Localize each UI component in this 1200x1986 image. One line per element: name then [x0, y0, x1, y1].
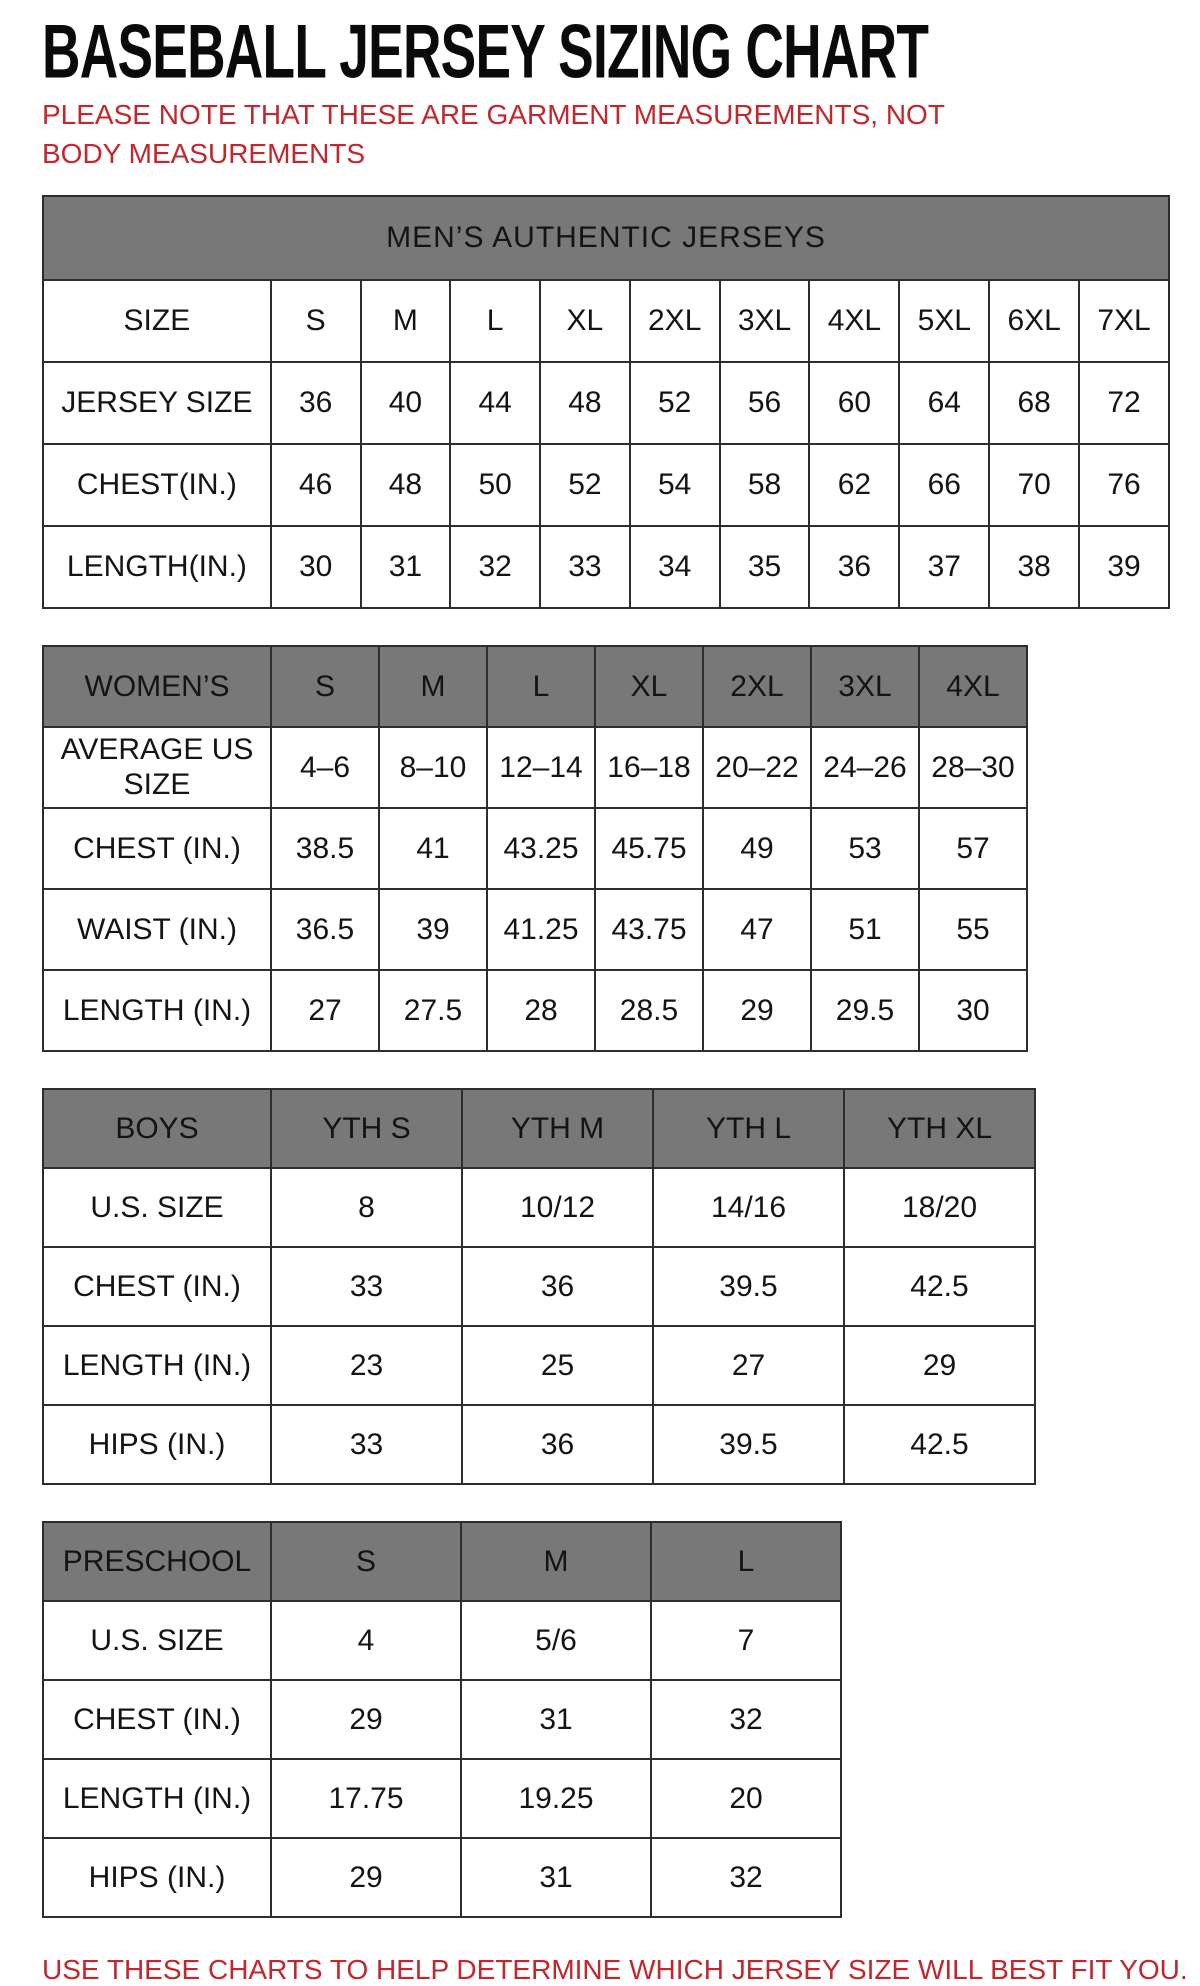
- value-cell: 28–30: [919, 727, 1027, 808]
- row-label-cell: U.S. SIZE: [43, 1601, 271, 1680]
- table-row: [43, 970, 1027, 1051]
- value-cell: 70: [989, 444, 1079, 526]
- row-label-cell: JERSEY SIZE: [43, 362, 271, 444]
- row-label-cell: CHEST (IN.): [43, 1680, 271, 1759]
- value-cell: 4XL: [809, 280, 899, 362]
- value-cell: 35: [720, 526, 810, 608]
- table-title-cell: WOMEN’S: [43, 646, 271, 727]
- value-cell: 29.5: [811, 970, 919, 1051]
- value-cell: 54: [630, 444, 720, 526]
- value-cell: 8–10: [379, 727, 487, 808]
- row-label-cell: U.S. SIZE: [43, 1168, 271, 1247]
- value-cell: 36: [271, 362, 361, 444]
- size-header-row: [43, 646, 1027, 727]
- size-header-cell: 4XL: [919, 646, 1027, 727]
- value-cell: 3XL: [720, 280, 810, 362]
- size-header-cell: L: [651, 1522, 841, 1601]
- row-label-cell: SIZE: [43, 280, 271, 362]
- table-banner: MEN’S AUTHENTIC JERSEYS: [43, 196, 1169, 280]
- value-cell: 6XL: [989, 280, 1079, 362]
- size-header-row: [43, 1089, 1035, 1168]
- value-cell: 31: [361, 526, 451, 608]
- value-cell: 36.5: [271, 889, 379, 970]
- value-cell: 39.5: [653, 1405, 844, 1484]
- value-cell: 62: [809, 444, 899, 526]
- table-row: [43, 808, 1027, 889]
- value-cell: 5/6: [461, 1601, 651, 1680]
- value-cell: 43.25: [487, 808, 595, 889]
- value-cell: 14/16: [653, 1168, 844, 1247]
- value-cell: 20: [651, 1759, 841, 1838]
- value-cell: 24–26: [811, 727, 919, 808]
- value-cell: 68: [989, 362, 1079, 444]
- value-cell: 18/20: [844, 1168, 1035, 1247]
- page-title: BASEBALL JERSEY SIZING CHART: [42, 9, 929, 95]
- value-cell: 4–6: [271, 727, 379, 808]
- row-label-cell: HIPS (IN.): [43, 1838, 271, 1917]
- size-header-cell: YTH L: [653, 1089, 844, 1168]
- value-cell: 39: [1079, 526, 1169, 608]
- value-cell: 33: [271, 1247, 462, 1326]
- value-cell: XL: [540, 280, 630, 362]
- table-row: [43, 1759, 841, 1838]
- size-header-cell: YTH M: [462, 1089, 653, 1168]
- value-cell: 58: [720, 444, 810, 526]
- value-cell: 72: [1079, 362, 1169, 444]
- table-row: [43, 727, 1027, 808]
- value-cell: 36: [809, 526, 899, 608]
- row-label-cell: CHEST (IN.): [43, 1247, 271, 1326]
- value-cell: 29: [844, 1326, 1035, 1405]
- table-row: [43, 444, 1169, 526]
- size-header-cell: XL: [595, 646, 703, 727]
- banner-row: [43, 196, 1169, 280]
- preschool-jerseys-table: [42, 1521, 842, 1918]
- row-label-cell: CHEST (IN.): [43, 808, 271, 889]
- value-cell: 39.5: [653, 1247, 844, 1326]
- value-cell: 27.5: [379, 970, 487, 1051]
- value-cell: 48: [361, 444, 451, 526]
- size-header-cell: YTH S: [271, 1089, 462, 1168]
- table-row: [43, 280, 1169, 362]
- value-cell: 8: [271, 1168, 462, 1247]
- value-cell: 49: [703, 808, 811, 889]
- table-row: [43, 1405, 1035, 1484]
- table-row: [43, 1247, 1035, 1326]
- value-cell: 2XL: [630, 280, 720, 362]
- row-label-cell: LENGTH (IN.): [43, 1326, 271, 1405]
- row-label-cell: WAIST (IN.): [43, 889, 271, 970]
- value-cell: 16–18: [595, 727, 703, 808]
- value-cell: 23: [271, 1326, 462, 1405]
- value-cell: L: [450, 280, 540, 362]
- value-cell: 38: [989, 526, 1079, 608]
- value-cell: 34: [630, 526, 720, 608]
- value-cell: 52: [540, 444, 630, 526]
- size-header-cell: M: [379, 646, 487, 727]
- value-cell: 32: [651, 1838, 841, 1917]
- value-cell: 17.75: [271, 1759, 461, 1838]
- value-cell: 20–22: [703, 727, 811, 808]
- size-header-cell: L: [487, 646, 595, 727]
- value-cell: 44: [450, 362, 540, 444]
- size-header-cell: M: [461, 1522, 651, 1601]
- mens-authentic-jerseys-table: [42, 195, 1170, 609]
- value-cell: 29: [271, 1680, 461, 1759]
- value-cell: 33: [271, 1405, 462, 1484]
- table-row: [43, 1601, 841, 1680]
- value-cell: 39: [379, 889, 487, 970]
- value-cell: 36: [462, 1405, 653, 1484]
- value-cell: 53: [811, 808, 919, 889]
- value-cell: 28: [487, 970, 595, 1051]
- table-title-cell: BOYS: [43, 1089, 271, 1168]
- size-header-cell: YTH XL: [844, 1089, 1035, 1168]
- size-header-cell: S: [271, 1522, 461, 1601]
- value-cell: 66: [899, 444, 989, 526]
- value-cell: 10/12: [462, 1168, 653, 1247]
- value-cell: 12–14: [487, 727, 595, 808]
- table-row: [43, 362, 1169, 444]
- size-header-row: [43, 1522, 841, 1601]
- value-cell: 57: [919, 808, 1027, 889]
- value-cell: 33: [540, 526, 630, 608]
- value-cell: 36: [462, 1247, 653, 1326]
- row-label-cell: CHEST(IN.): [43, 444, 271, 526]
- value-cell: 30: [271, 526, 361, 608]
- value-cell: 4: [271, 1601, 461, 1680]
- value-cell: 25: [462, 1326, 653, 1405]
- value-cell: S: [271, 280, 361, 362]
- table-row: [43, 1838, 841, 1917]
- value-cell: 40: [361, 362, 451, 444]
- row-label-cell: LENGTH (IN.): [43, 970, 271, 1051]
- value-cell: 48: [540, 362, 630, 444]
- value-cell: 46: [271, 444, 361, 526]
- value-cell: 30: [919, 970, 1027, 1051]
- value-cell: 29: [271, 1838, 461, 1917]
- value-cell: 45.75: [595, 808, 703, 889]
- value-cell: 50: [450, 444, 540, 526]
- value-cell: 55: [919, 889, 1027, 970]
- value-cell: 37: [899, 526, 989, 608]
- value-cell: 56: [720, 362, 810, 444]
- value-cell: 27: [271, 970, 379, 1051]
- size-header-cell: 3XL: [811, 646, 919, 727]
- table-row: [43, 1168, 1035, 1247]
- value-cell: 32: [651, 1680, 841, 1759]
- value-cell: 76: [1079, 444, 1169, 526]
- boys-jerseys-table: [42, 1088, 1036, 1485]
- value-cell: 32: [450, 526, 540, 608]
- value-cell: 27: [653, 1326, 844, 1405]
- value-cell: 47: [703, 889, 811, 970]
- table-row: [43, 526, 1169, 608]
- value-cell: 7: [651, 1601, 841, 1680]
- footer-note: USE THESE CHARTS TO HELP DETERMINE WHICH JERSEY SIZE WILL BEST FIT YOU.: [42, 1954, 1188, 1986]
- value-cell: M: [361, 280, 451, 362]
- value-cell: 38.5: [271, 808, 379, 889]
- table-row: [43, 1680, 841, 1759]
- size-header-cell: 2XL: [703, 646, 811, 727]
- row-label-cell: HIPS (IN.): [43, 1405, 271, 1484]
- womens-jerseys-table: [42, 645, 1028, 1052]
- size-header-cell: S: [271, 646, 379, 727]
- table-row: [43, 1326, 1035, 1405]
- value-cell: 42.5: [844, 1247, 1035, 1326]
- value-cell: 41.25: [487, 889, 595, 970]
- value-cell: 29: [703, 970, 811, 1051]
- value-cell: 64: [899, 362, 989, 444]
- value-cell: 19.25: [461, 1759, 651, 1838]
- value-cell: 5XL: [899, 280, 989, 362]
- value-cell: 28.5: [595, 970, 703, 1051]
- value-cell: 31: [461, 1680, 651, 1759]
- row-label-cell: LENGTH (IN.): [43, 1759, 271, 1838]
- value-cell: 52: [630, 362, 720, 444]
- table-title-cell: PRESCHOOL: [43, 1522, 271, 1601]
- value-cell: 51: [811, 889, 919, 970]
- table-row: [43, 889, 1027, 970]
- value-cell: 42.5: [844, 1405, 1035, 1484]
- value-cell: 41: [379, 808, 487, 889]
- value-cell: 7XL: [1079, 280, 1169, 362]
- garment-measurement-note: PLEASE NOTE THAT THESE ARE GARMENT MEASUREMENTS, NOT BODY MEASUREMENTS: [42, 99, 945, 169]
- value-cell: 31: [461, 1838, 651, 1917]
- value-cell: 43.75: [595, 889, 703, 970]
- row-label-cell: AVERAGE US SIZE: [43, 727, 271, 808]
- value-cell: 60: [809, 362, 899, 444]
- row-label-cell: LENGTH(IN.): [43, 526, 271, 608]
